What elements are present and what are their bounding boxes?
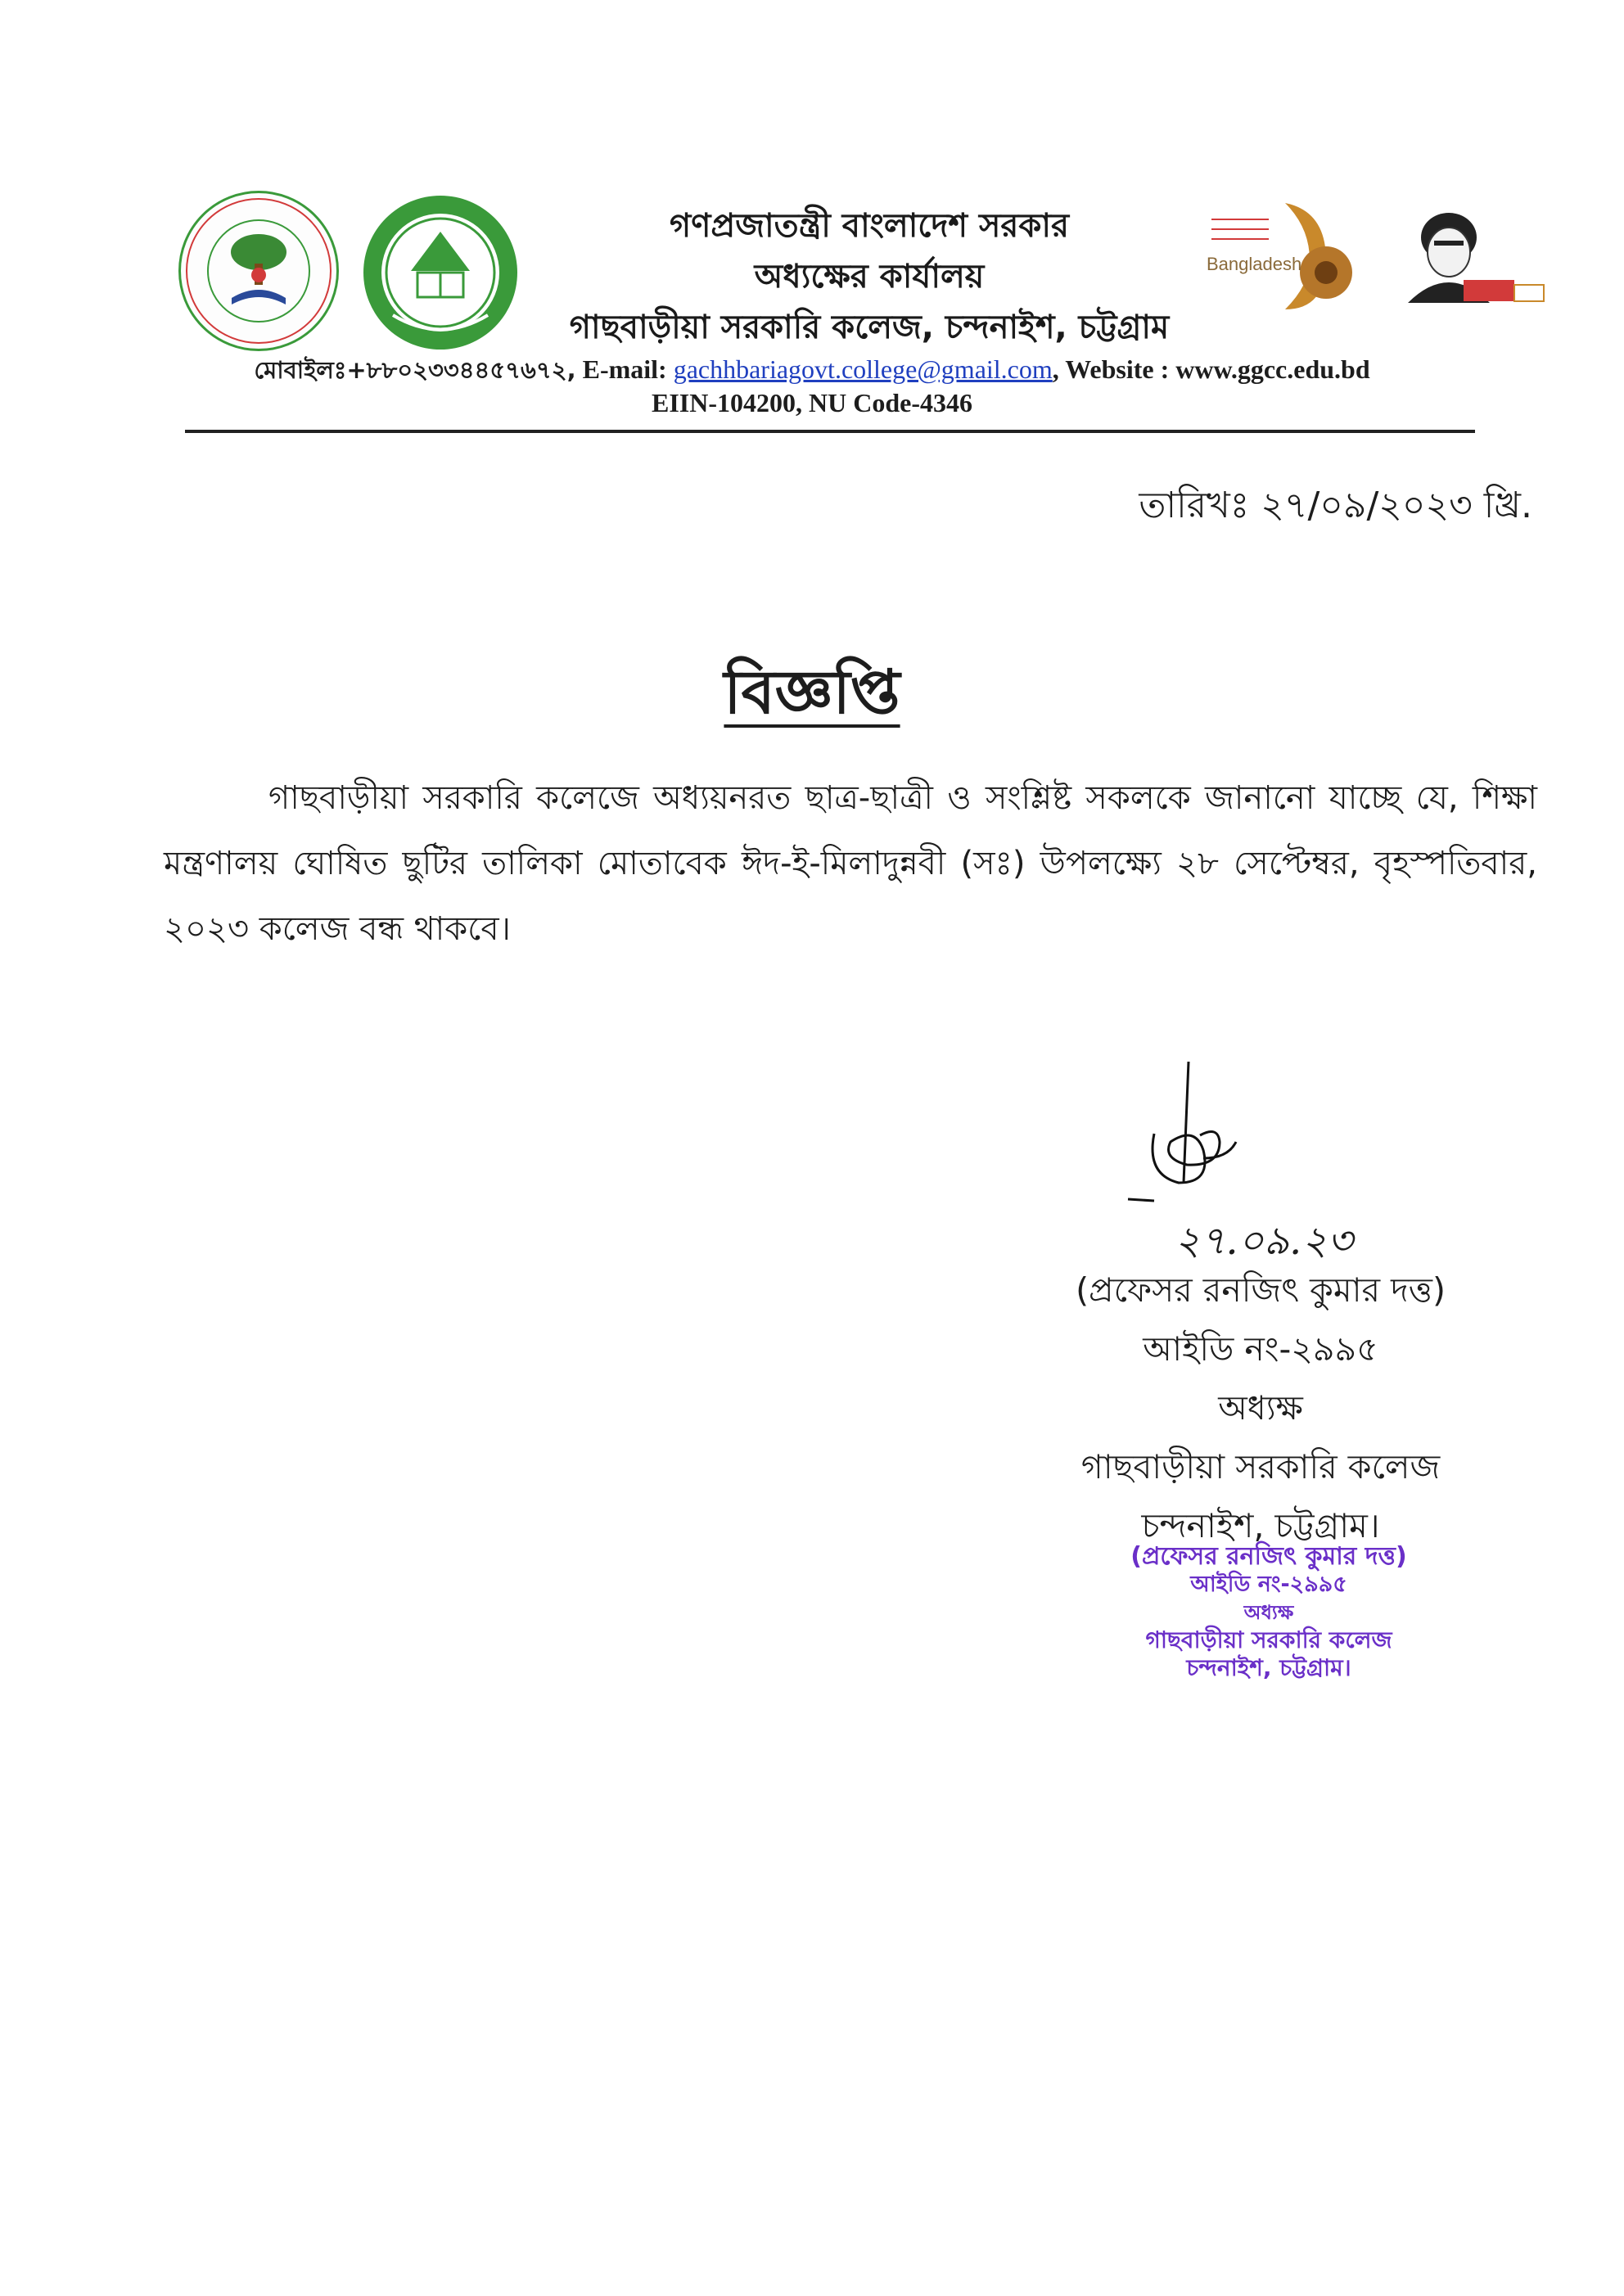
notice-title-text: বিজ্ঞপ্তি — [724, 657, 900, 728]
mujib-100-logo — [1392, 205, 1547, 311]
signatory-location: চন্দনাইশ, চট্টগ্রাম। — [1141, 1506, 1380, 1545]
signatory-id: আইডি নং-২৯৯৫ — [1143, 1329, 1378, 1369]
stamp-id: আইডি নং-২৯৯৫ — [1190, 1572, 1347, 1597]
contact-line — [0, 352, 1624, 392]
stamp-college: গাছবাড়ীয়া সরকারি কলেজ — [1145, 1626, 1392, 1653]
website-label: , Website : — [1052, 354, 1176, 384]
notice-body: গাছবাড়ীয়া সরকারি কলেজে অধ্যয়নরত ছাত্র-ছাত্রী ও সংশ্লিষ্ট সকলকে জানানো যাচ্ছে যে, শিক্ষা মন্ত্রণালয় ঘোষিত ছুটির তালিকা মোতাবেক ঈদ-ই-মিলাদুন্নবী (সঃ) উপলক্ষ্যে ২৮ সেপ্টেম্বর, বৃহস্পতিবার, ২০২৩ কলেজ বন্ধ থাকবে। — [164, 779, 1537, 948]
stamp-designation: অধ্যক্ষ — [1243, 1601, 1294, 1624]
golden-jubilee-icon — [1195, 195, 1367, 318]
signatory-college: গাছবাড়ীয়া সরকারি কলেজ — [1080, 1447, 1441, 1486]
notice-date: তারিখঃ ২৭/০৯/২০২৩ খ্রি. — [1139, 485, 1532, 526]
signature-date: ২৭.০৯.২৩ — [1175, 1218, 1353, 1264]
signatory-name: (প্রফেসর রনজিৎ কুমার দত্ত) — [1076, 1270, 1446, 1310]
website-url: www.ggcc.edu.bd — [1175, 354, 1370, 384]
office-title: অধ্যক্ষের কার্যালয় — [754, 258, 985, 295]
signature-block — [1007, 1261, 1514, 1555]
stamp-name: (প্রফেসর রনজিৎ কুমার দত্ত) — [1130, 1542, 1407, 1571]
stamp-location: চন্দনাইশ, চট্টগ্রাম। — [1186, 1654, 1351, 1681]
handwritten-signature — [1121, 1060, 1261, 1224]
college-name-address: গাছবাড়ীয়া সরকারি কলেজ, চন্দনাইশ, চট্টগ্রাম — [569, 309, 1170, 346]
header-divider — [185, 430, 1475, 433]
bangladesh-50-logo — [1195, 195, 1367, 318]
signatory-designation: অধ্যক্ষ — [1218, 1388, 1303, 1428]
eiin-nu-code: EIIN-104200, NU Code-4346 — [652, 388, 972, 417]
notice-title — [0, 647, 1624, 747]
bangladesh-label: Bangladesh — [1207, 254, 1302, 274]
official-seal-stamp — [1056, 1543, 1482, 1682]
mobile-number: মোবাইলঃ+৮৮০২৩৩৪৪৫৭৬৭২, — [254, 356, 576, 384]
email-label: E-mail: — [575, 354, 674, 384]
signature-icon — [1121, 1060, 1261, 1224]
government-title: গণপ্রজাতন্ত্রী বাংলাদেশ সরকার — [670, 207, 1069, 245]
portrait-icon — [1392, 205, 1547, 311]
email-link[interactable]: gachhbariagovt.college@gmail.com — [673, 354, 1053, 384]
